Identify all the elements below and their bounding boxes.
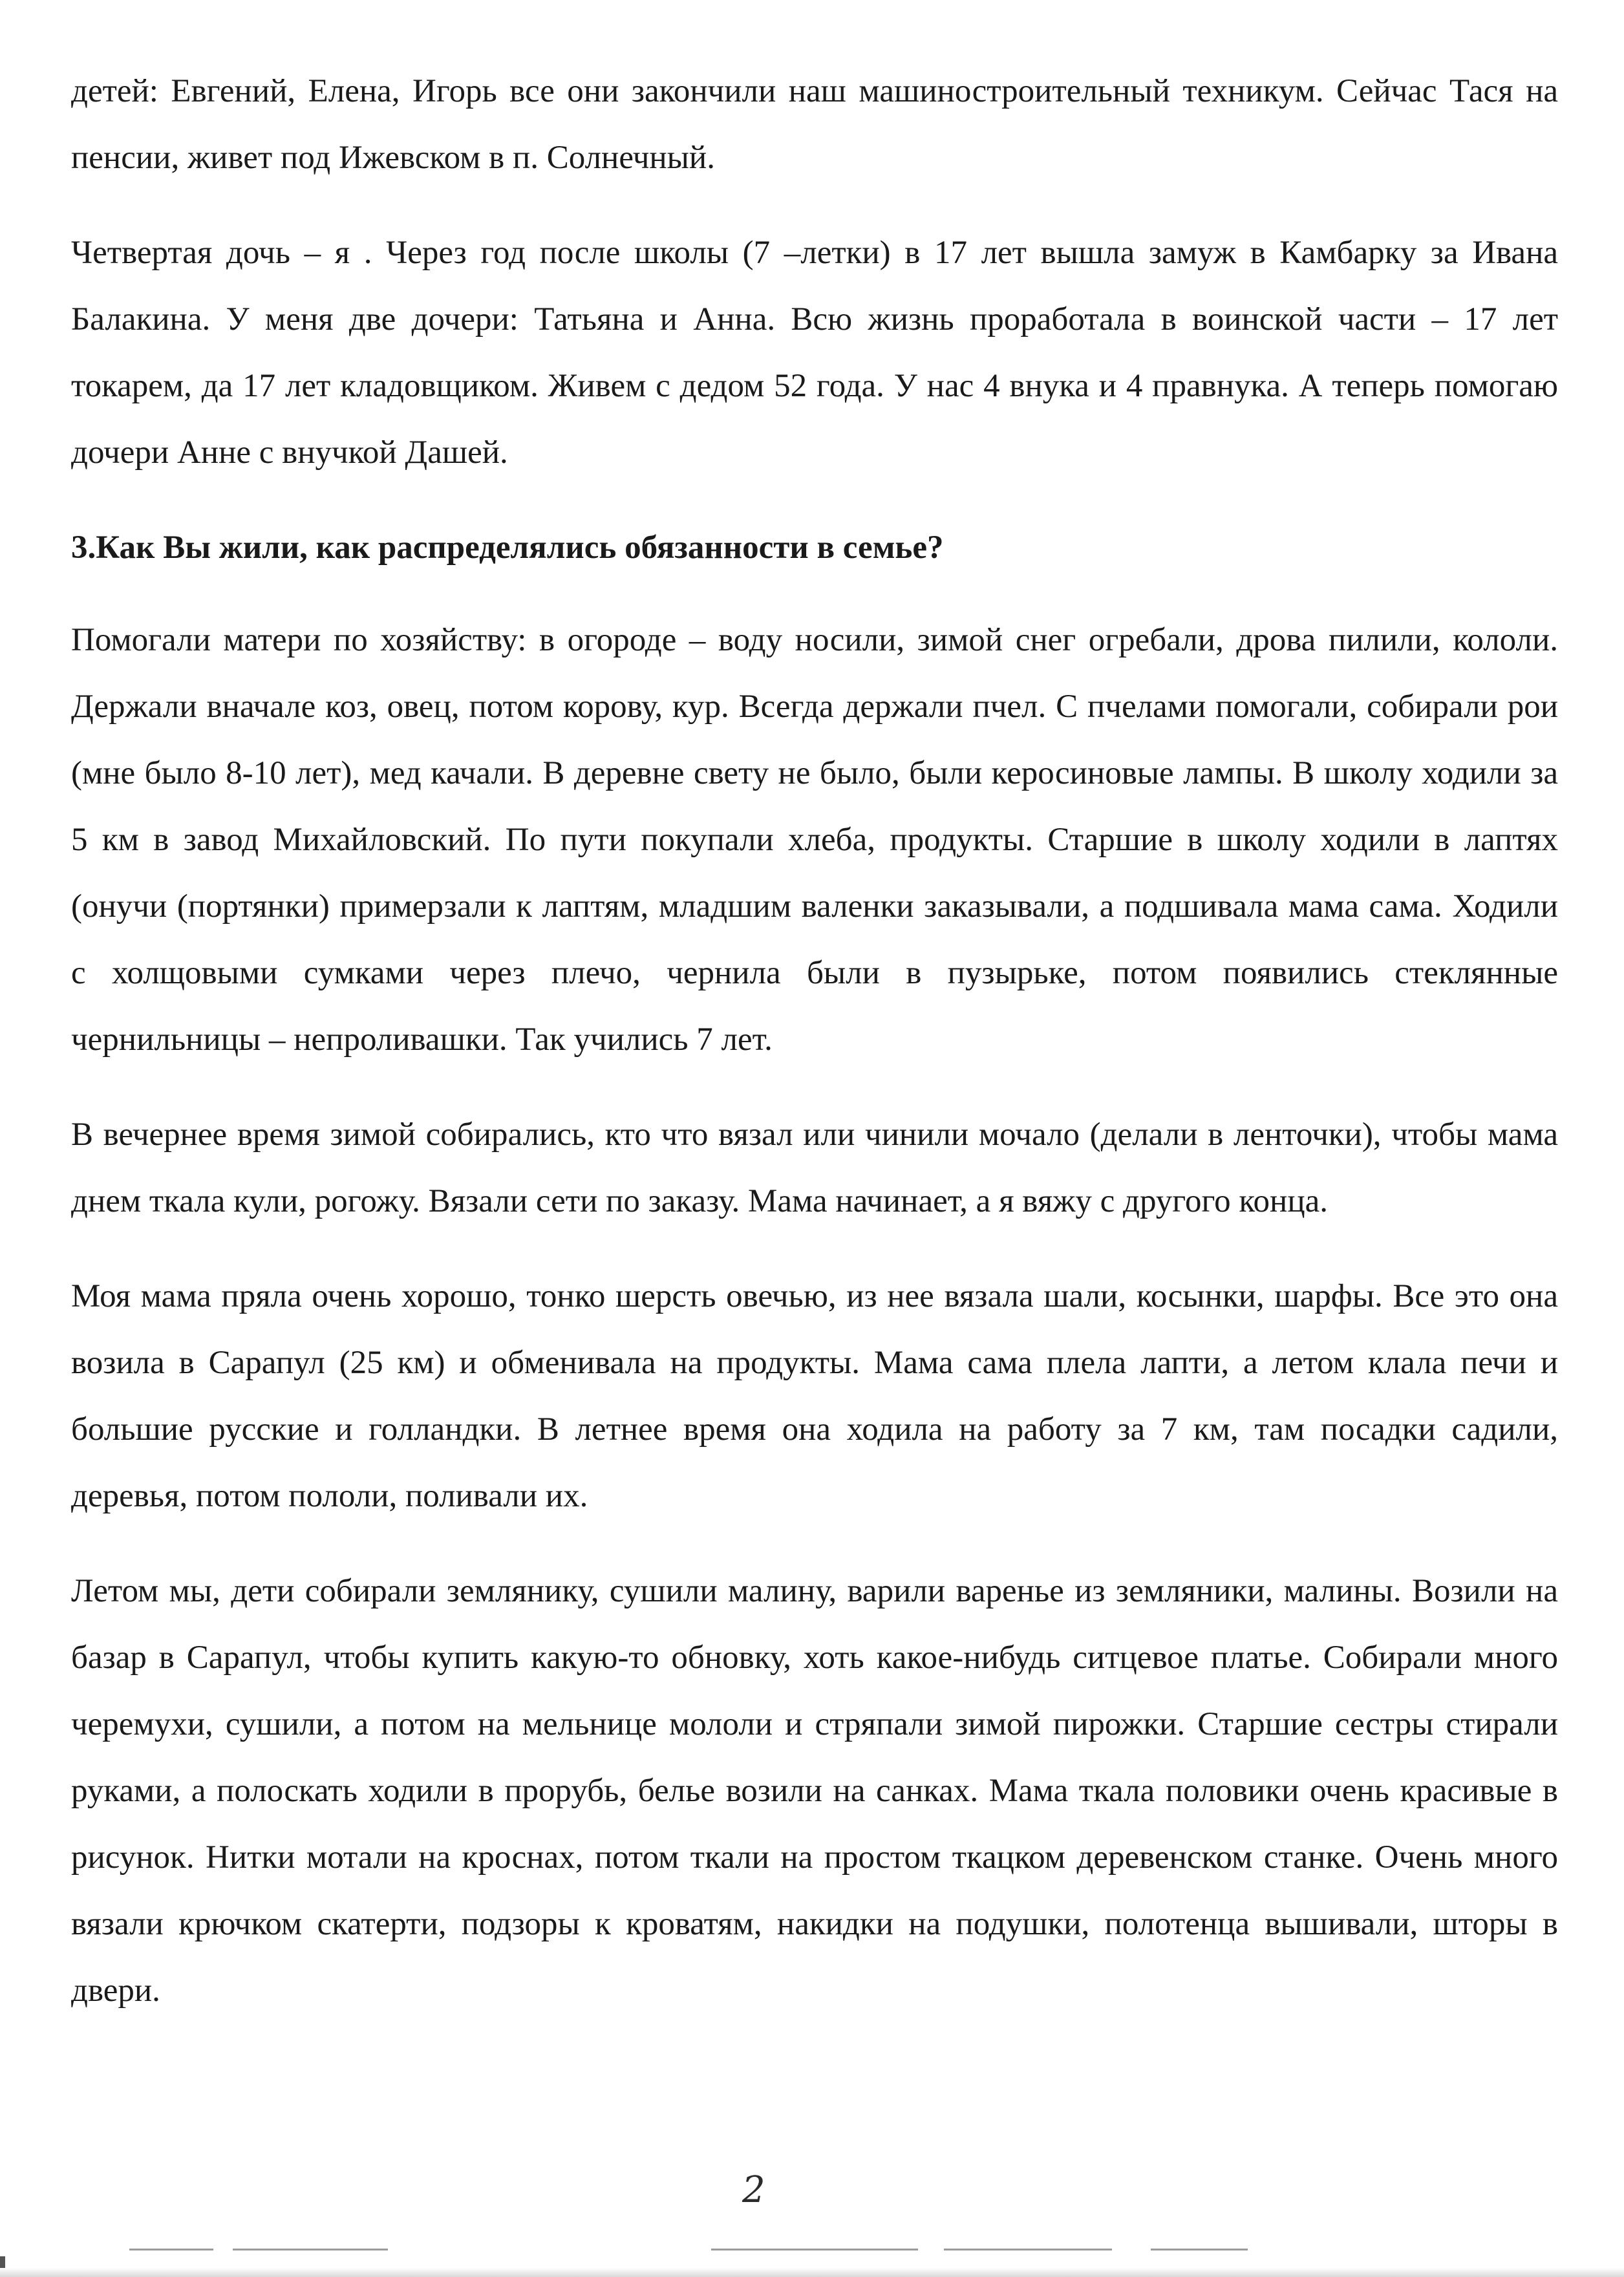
paragraph-winter-evenings: В вечернее время зимой собирались, кто что вязал или чинили мочало (делали в ленточки), чтобы мама днем ткала кули, рогожу. Вязали сети по заказу. Мама начинает, а я вяжу с другого конца. (71, 1117, 1558, 1219)
paragraph-household-duties: Помогали матери по хозяйству: в огороде – воду носили, зимой снег огребали, дрова пилили, кололи. Держали вначале коз, овец, потом корову, кур. Всегда держали пчел. С пчелами помогали, собирали рои (мне было 8-10 лет), мед качали. В деревне свету не было, были керосиновые лампы. В школу ходили за 5 км в завод Михайловский. По пути покупали хлеба, продукты. Старшие в школу ходили в лаптях (онучи (портянки) примерзали к лаптям, младшим валенки заказывали, а подшивала мама сама. Ходили с холщовыми сумками через плечо, чернила были в пузырьке, потом появились стеклянные чернильницы – непроливашки. Так учились 7 лет. (71, 622, 1558, 1058)
scan-artifact (944, 2249, 1112, 2250)
paragraph-summer-work: Летом мы, дети собирали землянику, сушили малину, варили варенье из земляники, малины. Возили на базар в Сарапул, чтобы купить какую-то обновку, хоть какое-нибудь ситцевое платье. Собирали много черемухи, сушили, а потом на мельнице мололи и стряпали зимой пирожки. Старшие сестры стирали руками, а полоскать ходили в прорубь, белье возили на санках. Мама ткала половики очень красивые в рисунок. Нитки мотали на кроснах, потом ткали на простом ткацком деревенском станке. Очень много вязали крючком скатерти, подзоры к кроватям, накидки на подушки, полотенца вышивали, шторы в двери. (71, 1573, 1558, 2009)
paragraph-children: детей: Евгений, Елена, Игорь все они закончили наш машиностроительный техникум. Сейчас Тася на пенсии, живет под Ижевском в п. Солнечный. (71, 73, 1558, 176)
document-page (71, 58, 1558, 2053)
section-heading: 3.Как Вы жили, как распределялись обязанности в семье? (71, 529, 944, 566)
scan-artifact (711, 2249, 918, 2250)
scan-artifact (233, 2249, 388, 2250)
paragraph-fourth-daughter: Четвертая дочь – я . Через год после школы (7 –летки) в 17 лет вышла замуж в Камбарку за Ивана Балакина. У меня две дочери: Татьяна и Анна. Всю жизнь проработала в воинской части – 17 лет токарем, да 17 лет кладовщиком. Живем с дедом 52 года. У нас 4 внука и 4 правнука. А теперь помогаю дочери Анне с внучкой Дашей. (71, 235, 1558, 471)
scan-bottom-edge (0, 2268, 1624, 2277)
scan-artifact (129, 2249, 213, 2250)
scan-artifact (1151, 2249, 1248, 2250)
page-number: 2 (742, 2169, 765, 2211)
paragraph-mother-spinning: Моя мама пряла очень хорошо, тонко шерсть овечью, из нее вязала шали, косынки, шарфы. Все это она возила в Сарапул (25 км) и обменивала на продукты. Мама сама плела лапти, а летом клала печи и большие русские и голландки. В летнее время она ходила на работу за 7 км, там посадки садили, деревья, потом пололи, поливали их. (71, 1278, 1558, 1514)
